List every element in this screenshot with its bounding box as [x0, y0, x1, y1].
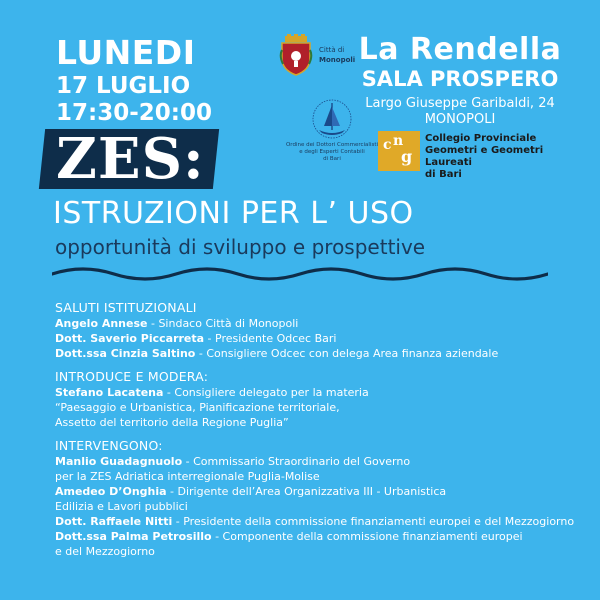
geometri-emblem-icon: c n g — [378, 131, 420, 171]
event-date: 17 LUGLIO — [56, 73, 191, 99]
speaker-role-continued: Assetto del territorio della Regione Puglia” — [55, 416, 289, 429]
section-introduce — [55, 369, 585, 430]
headline-title: ZES: — [56, 126, 205, 192]
speaker-name: Amedeo D’Onghia — [55, 485, 167, 498]
speaker-row — [55, 514, 585, 529]
speaker-name: Manlio Guadagnuolo — [55, 455, 183, 468]
speaker-row — [55, 454, 585, 469]
speaker-row — [55, 316, 585, 331]
section-heading: INTERVENGONO: — [55, 438, 163, 453]
speaker-role-continued: per la ZES Adriatica interregionale Puglia-Molise — [55, 470, 320, 483]
speaker-name: Dott.ssa Palma Petrosillo — [55, 530, 212, 543]
event-date-block — [56, 33, 212, 126]
speaker-role: - Commissario Straordinario del Governo — [182, 455, 411, 468]
geometri-label-1: Collegio Provinciale — [425, 133, 537, 144]
headline-tagline: opportunità di sviluppo e prospettive — [55, 235, 426, 259]
odcec-label-3: di Bari — [323, 156, 341, 163]
speaker-role: - Consigliere Odcec con delega Area finanza aziendale — [195, 347, 499, 360]
speaker-row — [55, 529, 585, 544]
speaker-role: - Presidente Odcec Bari — [204, 332, 337, 345]
venue-city: MONOPOLI — [424, 112, 496, 128]
headline-subtitle: ISTRUZIONI PER L’ USO — [53, 196, 414, 231]
event-day: LUNEDI — [56, 33, 196, 72]
speaker-role: - Dirigente dell’Area Organizzativa III - Urbanistica — [166, 485, 447, 498]
comune-label-1: Città di — [319, 46, 345, 54]
odcec-label-2: e degli Esperti Contabili — [299, 149, 365, 156]
speaker-role: - Consigliere delegato per la materia — [163, 386, 369, 399]
odcec-emblem-icon — [309, 98, 355, 140]
venue-name: La Rendella — [358, 32, 562, 67]
section-saluti — [55, 300, 585, 361]
speaker-name: Stefano Lacatena — [55, 386, 164, 399]
speaker-role-continued: Edilizia e Lavori pubblici — [55, 500, 188, 513]
geometri-label-2: Geometri e Geometri Laureati — [425, 145, 544, 168]
event-time: 17:30-20:00 — [56, 100, 212, 126]
speaker-name: Dott. Saverio Piccarreta — [55, 332, 205, 345]
odcec-label-1: Ordine dei Dottori Commercialisti — [285, 142, 379, 148]
venue-address: Largo Giuseppe Garibaldi, 24 — [365, 96, 555, 112]
section-heading: SALUTI ISTITUZIONALI — [55, 300, 197, 315]
section-heading: INTRODUCE E MODERA: — [55, 369, 209, 384]
venue-hall: SALA PROSPERO — [361, 67, 559, 91]
speaker-row — [55, 484, 585, 499]
speaker-role-continued: “Paesaggio e Urbanistica, Pianificazione territoriale, — [55, 401, 340, 414]
speaker-name: Dott. Raffaele Nitti — [55, 515, 173, 528]
speaker-role: - Presidente della commissione finanziamenti europei e del Mezzogiorno — [172, 515, 575, 528]
geometri-logo — [378, 131, 574, 180]
odcec-logo — [278, 98, 386, 163]
speaker-name: Angelo Annese — [55, 317, 148, 330]
speaker-role: - Sindaco Città di Monopoli — [147, 317, 299, 330]
speaker-row — [55, 346, 585, 361]
comune-label-2: Monopoli — [319, 56, 356, 64]
wave-divider — [52, 262, 548, 284]
speaker-role-continued: e del Mezzogiorno — [55, 545, 155, 558]
speaker-name: Dott.ssa Cinzia Saltino — [55, 347, 196, 360]
city-crest-icon — [279, 34, 313, 76]
speaker-role: - Componente della commissione finanziamenti europei — [211, 530, 523, 543]
program — [55, 300, 585, 567]
section-intervengono — [55, 438, 585, 559]
speaker-row — [55, 385, 585, 400]
speaker-row — [55, 331, 585, 346]
geometri-label-3: di Bari — [425, 169, 462, 180]
